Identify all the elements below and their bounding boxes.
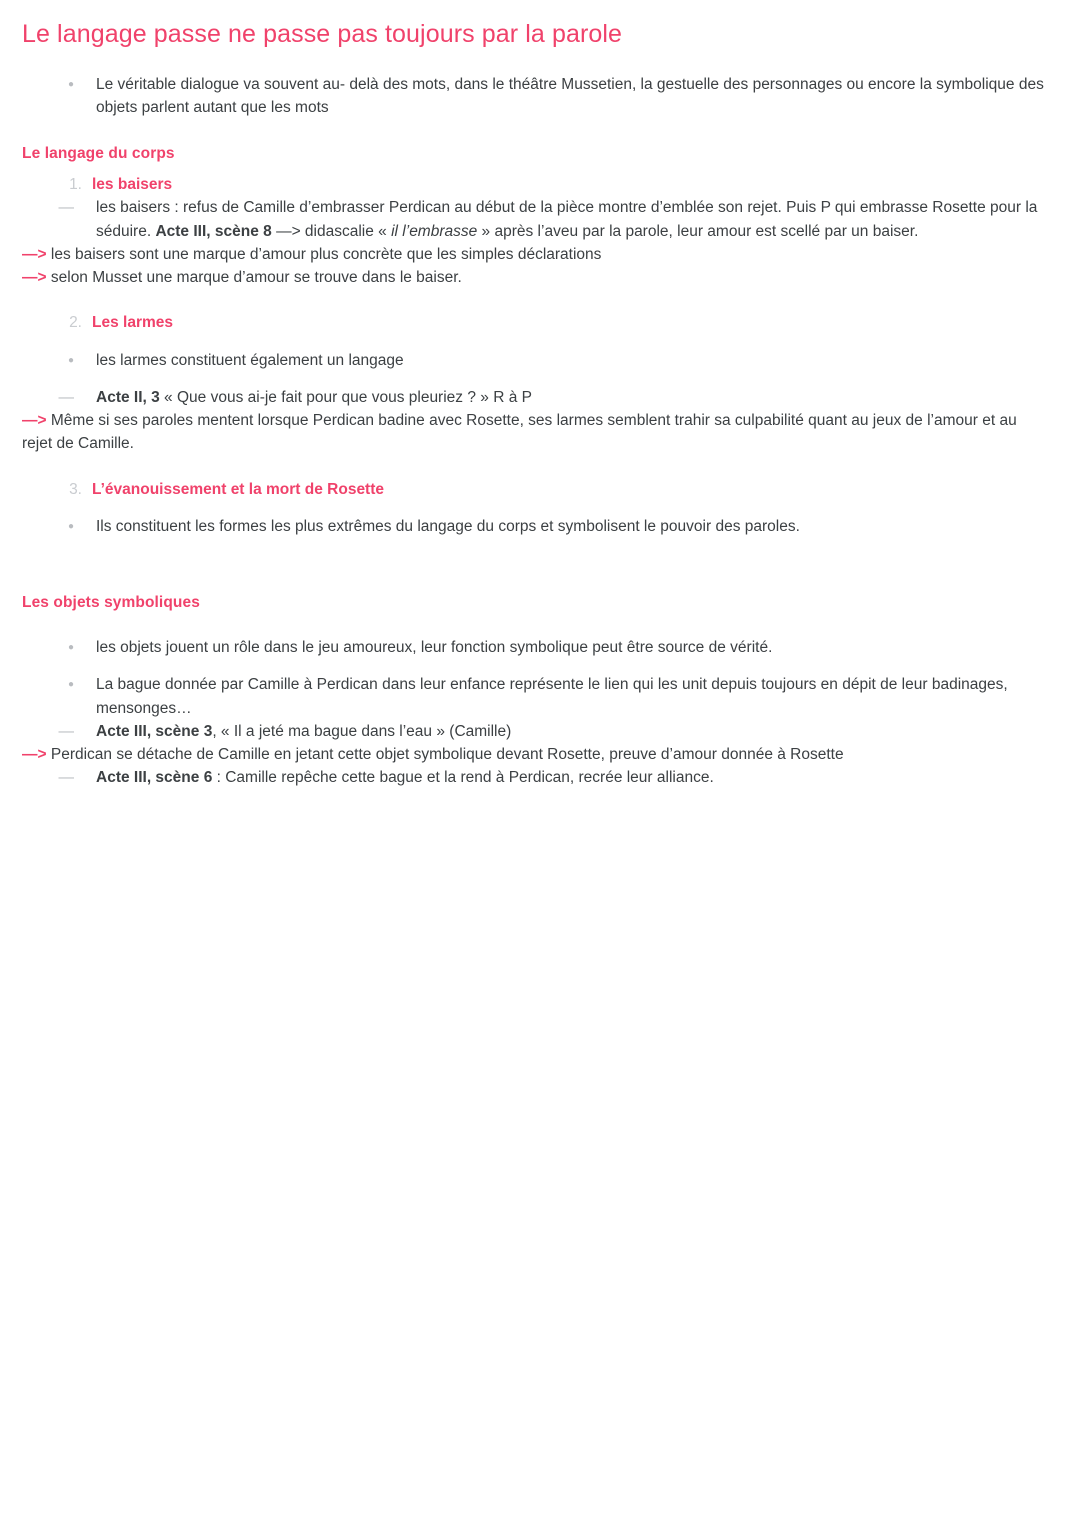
list-item (22, 720, 1050, 743)
list-item (22, 636, 1050, 659)
arrow-note: —> selon Musset une marque d’amour se trouve dans le baiser. (22, 269, 462, 286)
subheading-les-baisers: les baisers (92, 176, 173, 193)
larmes-citation: Acte II, 3 « Que vous ai-je fait pour que vous pleuriez ? » R à P (96, 388, 532, 406)
dash-icon: — (58, 199, 74, 217)
numbered-item (22, 478, 1050, 501)
intro-text: Le véritable dialogue va souvent au- delà des mots, dans le théâtre Mussetien, la gestuelle des personnages ou encore la symbolique des objets parlent autant que les mots (96, 75, 1044, 116)
arrow-icon: —> (22, 269, 47, 286)
bullet-icon (22, 636, 74, 659)
objets-citation-2: Acte III, scène 6 : Camille repêche cette bague et la rend à Perdican, recrée leur alliance. (96, 769, 714, 787)
arrow-icon: —> (22, 746, 47, 763)
bullet-icon (22, 515, 74, 538)
section-heading-corps: Le langage du corps (22, 145, 175, 162)
section-heading-objets: Les objets symboliques (22, 594, 200, 611)
list-number: 2. (69, 314, 82, 332)
page-title: Le langage passe ne passe pas toujours par la parole (22, 20, 623, 48)
baisers-detail: les baisers : refus de Camille d’embrasser Perdican au début de la pièce montre d’emblée son rejet. Puis P qui embrasse Rosette pour la séduire. Acte III, scène 8 —> didascalie « il l’embrasse » après l’aveu par la parole, leur amour est scellé par un baiser. (96, 199, 1038, 240)
list-item (22, 673, 1050, 720)
objets-bullet-1: les objets jouent un rôle dans le jeu amoureux, leur fonction symbolique peut être source de vérité. (96, 639, 773, 656)
dash-icon: — (58, 722, 74, 740)
list-number: 1. (69, 176, 82, 193)
dash-icon: — (58, 388, 74, 406)
dash-icon: — (58, 769, 74, 787)
arrow-icon: —> (22, 245, 47, 263)
subheading-evanouissement: L’évanouissement et la mort de Rosette (92, 480, 385, 498)
arrow-note: —> Perdican se détache de Camille en jetant cette objet symbolique devant Rosette, preuve d’amour donnée à Rosette (22, 746, 844, 763)
arrow-note: —> Même si ses paroles mentent lorsque Perdican badine avec Rosette, ses larmes semblent trahir sa culpabilité quant au jeux de l’amour et au rejet de Camille. (22, 412, 1017, 453)
list-item (22, 349, 1050, 372)
numbered-item (22, 311, 1050, 334)
list-item (22, 73, 1050, 120)
arrow-icon: —> (22, 412, 47, 429)
bullet-icon (22, 73, 74, 96)
arrow-note: —> les baisers sont une marque d’amour plus concrète que les simples déclarations (22, 245, 602, 263)
list-item (22, 386, 1050, 409)
bullet-icon (22, 349, 74, 372)
numbered-item (22, 173, 1050, 196)
larmes-bullet: les larmes constituent également un langage (96, 351, 404, 369)
list-item (22, 766, 1050, 789)
subheading-les-larmes: Les larmes (92, 314, 173, 332)
list-item (22, 515, 1050, 538)
evanouissement-bullet: Ils constituent les formes les plus extrêmes du langage du corps et symbolisent le pouvoir des paroles. (96, 517, 800, 535)
list-item (22, 196, 1050, 243)
objets-citation-1: Acte III, scène 3, « Il a jeté ma bague dans l’eau » (Camille) (96, 722, 512, 740)
bullet-icon (22, 673, 74, 696)
list-number: 3. (69, 480, 82, 498)
objets-bullet-2: La bague donnée par Camille à Perdican dans leur enfance représente le lien qui les unit depuis toujours en dépit de leur badinages, mensonges… (96, 676, 1008, 717)
